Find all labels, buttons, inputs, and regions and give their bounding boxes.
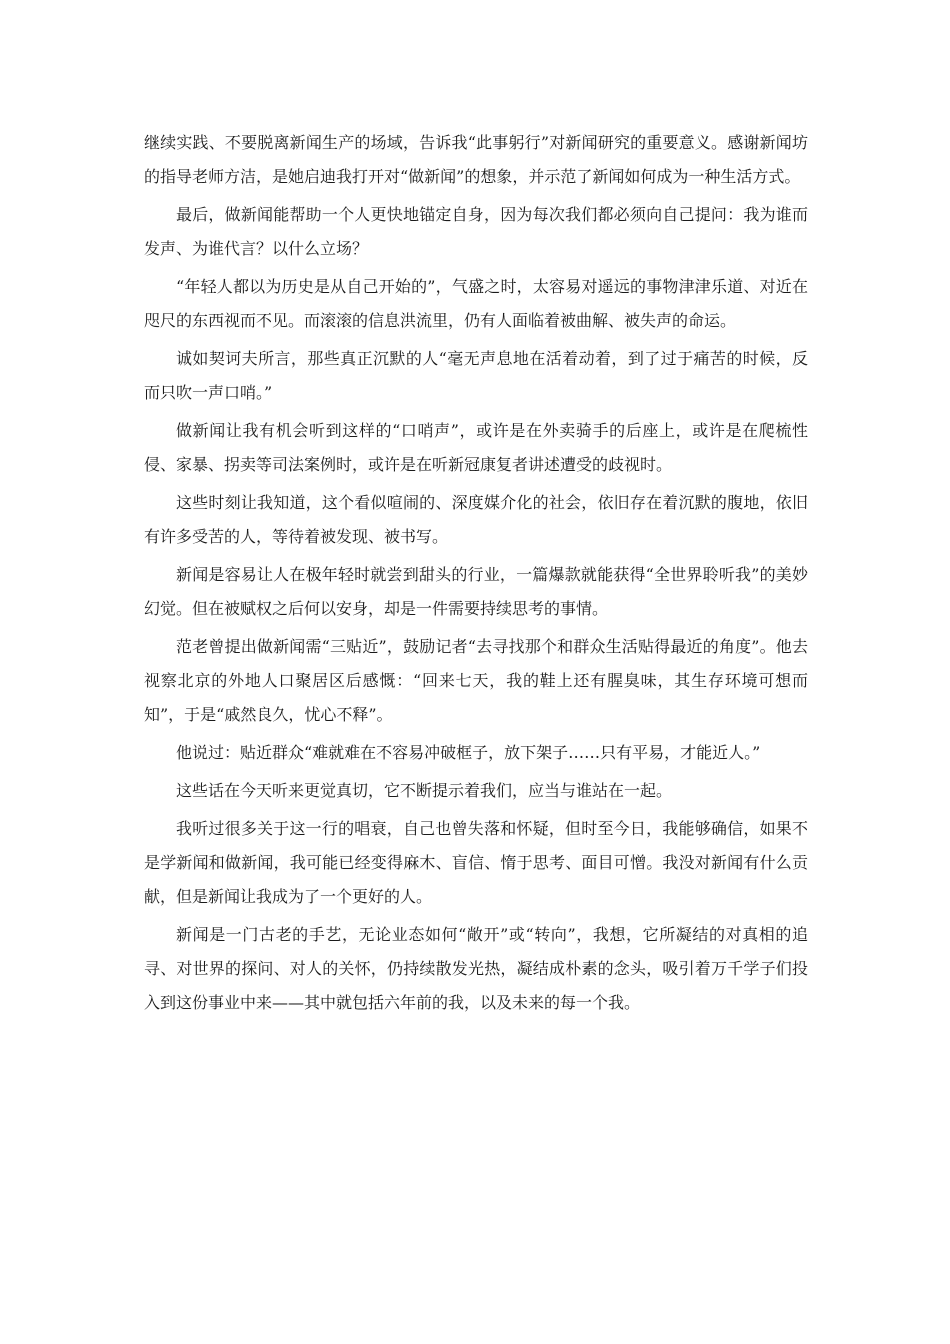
paragraph-7: 新闻是容易让人在极年轻时就尝到甜头的行业，一篇爆款就能获得“全世界聆听我”的美妙幻觉。但在被赋权之后何以安身，却是一件需要持续思考的事情。 <box>144 565 808 618</box>
paragraph-9: 他说过：贴近群众“难就难在不容易冲破框子，放下架子……只有平易，才能近人。” <box>176 743 761 762</box>
paragraph-4: 诚如契诃夫所言，那些真正沉默的人“毫无声息地在活着动着，到了过于痛苦的时候，反而只吹一声口哨。” <box>144 349 808 402</box>
paragraph-3: “年轻人都以为历史是从自己开始的”，气盛之时，太容易对遥远的事物津津乐道、对近在咫尺的东西视而不见。而滚滚的信息洪流里，仍有人面临着被曲解、被失声的命运。 <box>144 277 808 330</box>
paragraph-8: 范老曾提出做新闻需“三贴近”，鼓励记者“去寻找那个和群众生活贴得最近的角度”。他去视察北京的外地人口聚居区后感慨：“回来七天，我的鞋上还有腥臭味，其生存环境可想而知”，于是“戚然良久，忧心不释”。 <box>144 637 808 724</box>
paragraph-1: 继续实践、不要脱离新闻生产的场域，告诉我“此事躬行”对新闻研究的重要意义。感谢新闻坊的指导老师方洁，是她启迪我打开对“做新闻”的想象，并示范了新闻如何成为一种生活方式。 <box>144 133 808 186</box>
paragraph-12: 新闻是一门古老的手艺，无论业态如何“敞开”或“转向”，我想，它所凝结的对真相的追寻、对世界的探问、对人的关怀，仍持续散发光热，凝结成朴素的念头，吸引着万千学子们投入到这份事业中来——其中就包括六年前的我，以及未来的每一个我。 <box>144 925 808 1012</box>
paragraph-6: 这些时刻让我知道，这个看似喧闹的、深度媒介化的社会，依旧存在着沉默的腹地，依旧有许多受苦的人，等待着被发现、被书写。 <box>144 493 808 546</box>
article-body <box>144 126 808 1020</box>
paragraph-5: 做新闻让我有机会听到这样的“口哨声”，或许是在外卖骑手的后座上，或许是在爬梳性侵、家暴、拐卖等司法案例时，或许是在听新冠康复者讲述遭受的歧视时。 <box>144 421 808 474</box>
paragraph-10: 这些话在今天听来更觉真切，它不断提示着我们，应当与谁站在一起。 <box>176 781 673 800</box>
paragraph-2: 最后，做新闻能帮助一个人更快地锚定自身，因为每次我们都必须向自己提问：我为谁而发声、为谁代言？以什么立场？ <box>144 205 808 258</box>
paragraph-11: 我听过很多关于这一行的唱衰，自己也曾失落和怀疑，但时至今日，我能够确信，如果不是学新闻和做新闻，我可能已经变得麻木、盲信、惰于思考、面目可憎。我没对新闻有什么贡献，但是新闻让我成为了一个更好的人。 <box>144 819 808 906</box>
